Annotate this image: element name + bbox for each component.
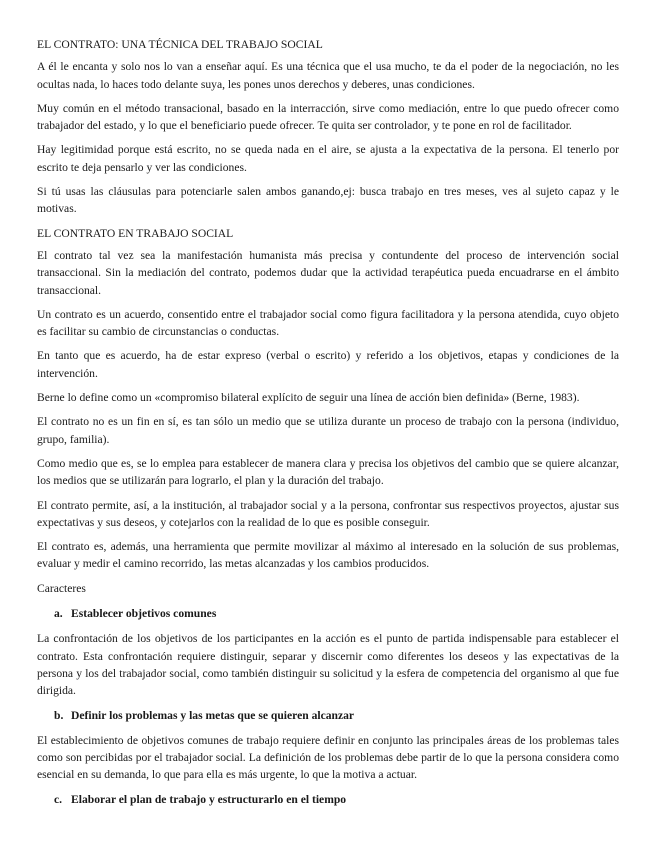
paragraph: Como medio que es, se lo emplea para establecer de manera clara y precisa los objetivos del cambio que se quiere alcanzar, los medios que se utilizarán para lograrlo, el plan y la duración del trabajo. — [37, 456, 619, 488]
list-marker: b. — [54, 708, 64, 722]
subheading-c — [37, 791, 619, 808]
paragraph: En tanto que es acuerdo, ha de estar expreso (verbal o escrito) y referido a los objetivos, etapas y condiciones de la intervención. — [37, 349, 619, 380]
paragraph: El contrato tal vez sea la manifestación humanista más precisa y contundente del proceso de intervención social transaccional. Sin la mediación del contrato, podemos dudar que la actividad terapéutica pueda encuadrarse en el ámbito transaccional. — [37, 248, 619, 297]
paragraph: El contrato es, además, una herramienta que permite movilizar al máximo al interesado en la solución de sus problemas, evaluar y medir el camino recorrido, las metas alcanzadas y los cambios producidos. — [37, 540, 619, 571]
paragraph: Berne lo define como un «compromiso bilateral explícito de seguir una línea de acción bien definida» (Berne, 1983). — [37, 391, 580, 405]
section-title-contrato-tecnica: EL CONTRATO: UNA TÉCNICA DEL TRABAJO SOCIAL — [37, 38, 323, 51]
paragraph: Hay legitimidad porque está escrito, no se queda nada en el aire, se ajusta a la expectativa de la persona. El tenerlo por escrito te deja pensarlo y ver las condiciones. — [37, 143, 619, 174]
subheading-a — [37, 605, 619, 622]
paragraph: El contrato permite, así, a la institución, al trabajador social y a la persona, confrontar sus respectivos proyectos, ajustar sus expectativas y sus deseos, y cotejarlos con la realidad de lo que es posible conseguir. — [37, 498, 619, 529]
paragraph: A él le encanta y solo nos lo van a enseñar aquí. Es una técnica que el usa mucho, te da el poder de la negociación, no les ocultas nada, lo haces todo delante suya, les pones unos derechos y deberes, unas condiciones. — [37, 60, 619, 91]
subheading-text: Elaborar el plan de trabajo y estructurarlo en el tiempo — [71, 792, 347, 806]
paragraph: La confrontación de los objetivos de los participantes en la acción es el punto de partida indispensable para establecer el contrato. Esta confrontación requiere distinguir, separar y discernir como diferentes los deseos y las expectativas de la persona y los del trabajador social, como también distinguir su solicitud y la esfera de competencia del organismo al que fue dirigida. — [37, 632, 619, 698]
paragraph: El contrato no es un fin en sí, es tan sólo un medio que se utiliza durante un proceso de trabajo con la persona (individuo, grupo, familia). — [37, 415, 619, 446]
paragraph: Muy común en el método transacional, basado en la interracción, sirve como mediación, entre lo que puedo ofrecer como trabajador del estado, y lo que el beneficiario puede ofrecer. Te quita ser controlador, y te pone en rol de facilitador. — [37, 101, 619, 133]
section-title-contrato-trabajo-social: EL CONTRATO EN TRABAJO SOCIAL — [37, 226, 234, 240]
list-marker: a. — [54, 607, 63, 621]
document-page — [37, 36, 619, 816]
caracteres-label: Caracteres — [37, 581, 86, 595]
subheading-b — [37, 707, 619, 724]
paragraph: El establecimiento de objetivos comunes de trabajo requiere definir en conjunto las principales áreas de los problemas tales como son percibidas por el trabajador social. La definición de los problemas debe partir de lo que la persona considera como esencial en su demanda, lo que para ella es más urgente, lo que la motiva a actuar. — [37, 733, 619, 782]
paragraph: Si tú usas las cláusulas para potenciarle salen ambos ganando,ej: busca trabajo en tres meses, ves al sujeto capaz y le motivas. — [37, 185, 619, 216]
subheading-text: Establecer objetivos comunes — [71, 607, 217, 621]
list-marker: c. — [54, 792, 63, 806]
subheading-text: Definir los problemas y las metas que se quieren alcanzar — [71, 708, 355, 722]
paragraph: Un contrato es un acuerdo, consentido entre el trabajador social como figura facilitadora y la persona atendida, cuyo objeto es facilitar su cambio de circunstancias o conductas. — [37, 307, 619, 339]
